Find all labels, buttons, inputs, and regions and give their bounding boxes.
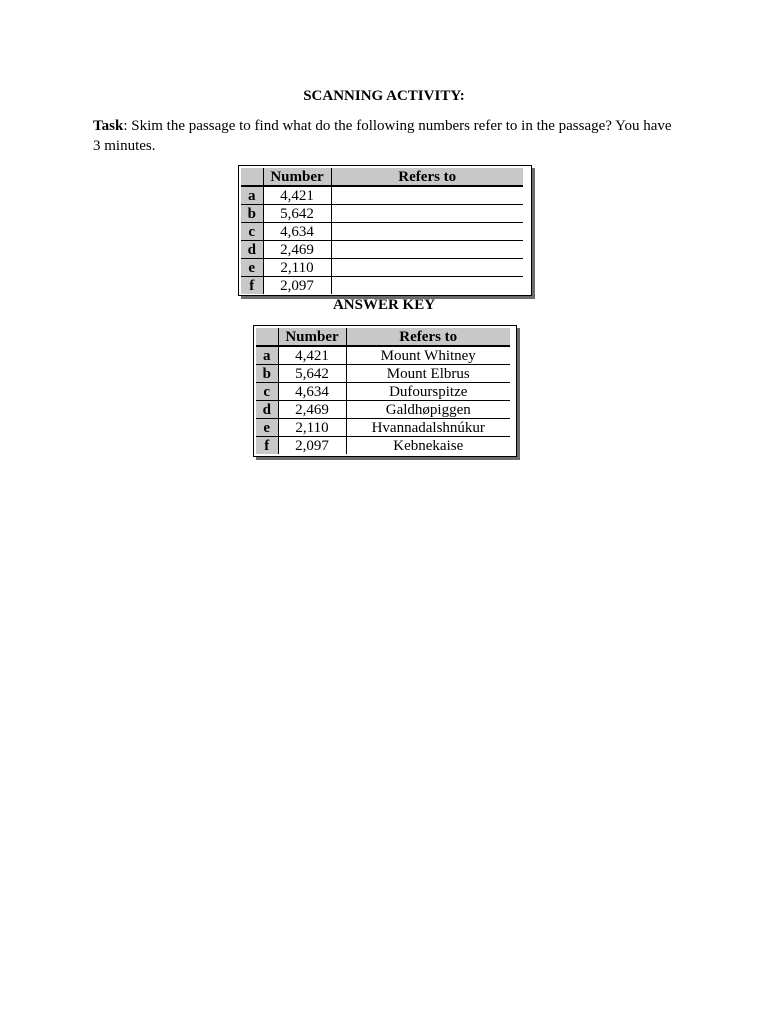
refers-to-cell: Mount Elbrus bbox=[346, 365, 510, 383]
row-letter: e bbox=[256, 419, 278, 437]
page-title: SCANNING ACTIVITY: bbox=[303, 88, 465, 104]
number-cell: 4,634 bbox=[278, 383, 346, 401]
number-cell: 5,642 bbox=[278, 365, 346, 383]
task-label: Task bbox=[93, 118, 124, 134]
refers-to-cell: Galdhøpiggen bbox=[346, 401, 510, 419]
table-row bbox=[241, 259, 523, 277]
refers-to-cell[interactable] bbox=[331, 205, 523, 223]
table-row bbox=[256, 419, 510, 437]
table-row bbox=[241, 223, 523, 241]
refers-to-cell: Dufourspitze bbox=[346, 383, 510, 401]
answer-table-corner-cell bbox=[256, 328, 278, 346]
answer-key-title: ANSWER KEY bbox=[332, 297, 436, 313]
table-row bbox=[241, 186, 523, 205]
table-row bbox=[256, 401, 510, 419]
task-instructions bbox=[93, 116, 673, 156]
number-cell: 4,634 bbox=[263, 223, 331, 241]
row-letter: b bbox=[241, 205, 263, 223]
task-table-refers-header: Refers to bbox=[331, 168, 523, 186]
refers-to-cell: Mount Whitney bbox=[346, 346, 510, 365]
table-row bbox=[256, 383, 510, 401]
table-row bbox=[241, 205, 523, 223]
table-row bbox=[241, 241, 523, 259]
table-row bbox=[256, 346, 510, 365]
table-row bbox=[256, 437, 510, 455]
answer-key-table bbox=[253, 325, 517, 457]
row-letter: c bbox=[256, 383, 278, 401]
task-text: : Skim the passage to find what do the following numbers refer to in the passage? You have 3 minutes. bbox=[93, 118, 672, 154]
answer-table-header-row bbox=[256, 328, 510, 346]
row-letter: a bbox=[241, 186, 263, 205]
row-letter: f bbox=[241, 277, 263, 295]
refers-to-cell[interactable] bbox=[331, 186, 523, 205]
row-letter: a bbox=[256, 346, 278, 365]
row-letter: f bbox=[256, 437, 278, 455]
row-letter: e bbox=[241, 259, 263, 277]
number-cell: 2,097 bbox=[278, 437, 346, 455]
number-cell: 5,642 bbox=[263, 205, 331, 223]
task-table-number-header: Number bbox=[263, 168, 331, 186]
refers-to-cell[interactable] bbox=[331, 277, 523, 295]
table-row bbox=[256, 365, 510, 383]
number-cell: 2,110 bbox=[263, 259, 331, 277]
task-table bbox=[238, 165, 532, 296]
number-cell: 2,469 bbox=[278, 401, 346, 419]
table-row bbox=[241, 277, 523, 295]
refers-to-cell[interactable] bbox=[331, 259, 523, 277]
row-letter: d bbox=[256, 401, 278, 419]
row-letter: c bbox=[241, 223, 263, 241]
number-cell: 2,110 bbox=[278, 419, 346, 437]
number-cell: 4,421 bbox=[278, 346, 346, 365]
refers-to-cell[interactable] bbox=[331, 241, 523, 259]
refers-to-cell: Kebnekaise bbox=[393, 437, 464, 454]
row-letter: d bbox=[241, 241, 263, 259]
answer-table-refers-header: Refers to bbox=[346, 328, 510, 346]
row-letter: b bbox=[256, 365, 278, 383]
number-cell: 2,097 bbox=[263, 277, 331, 295]
refers-to-cell[interactable] bbox=[331, 223, 523, 241]
task-table-header-row bbox=[241, 168, 523, 186]
number-cell: 4,421 bbox=[263, 186, 331, 205]
refers-to-cell: Hvannadalshnúkur bbox=[346, 419, 510, 437]
answer-table-number-header: Number bbox=[278, 328, 346, 346]
task-table-corner-cell bbox=[241, 168, 263, 186]
number-cell: 2,469 bbox=[263, 241, 331, 259]
